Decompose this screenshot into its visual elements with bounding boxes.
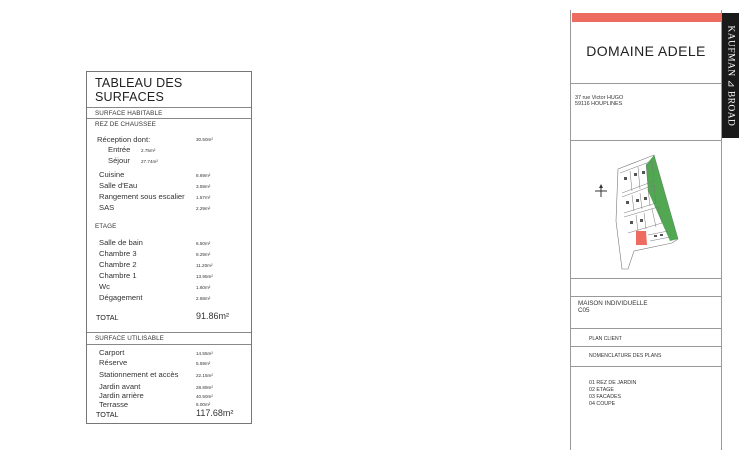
- row-label: Entrée: [108, 145, 131, 154]
- row-value: 40.50m²: [196, 394, 213, 399]
- row-value: 28.89m²: [196, 385, 213, 390]
- divider: [570, 328, 722, 329]
- divider: [87, 344, 251, 345]
- row-label: Cuisine: [99, 170, 125, 179]
- row-value: 6.00m²: [196, 402, 211, 407]
- row-label: Réserve: [99, 358, 128, 367]
- row-value: 30.50m²: [196, 137, 213, 142]
- row-label: Jardin arrière: [99, 391, 144, 400]
- row-label: Terrasse: [99, 400, 129, 409]
- house-type-block: [578, 300, 648, 315]
- divider: [570, 83, 722, 84]
- row-value: 1.57m²: [196, 195, 211, 200]
- site-plan-map: [598, 151, 680, 271]
- plan-list-item: 03 FACADES: [589, 394, 622, 400]
- row-value: 13.95m²: [196, 274, 213, 279]
- row-label: Chambre 3: [99, 249, 137, 258]
- address-street: 37 rue Victor HUGO: [575, 95, 624, 101]
- row-value: 1.60m²: [196, 285, 211, 290]
- plan-list-item: 01 REZ DE JARDIN: [589, 380, 637, 386]
- row-label: Stationnement et accès: [99, 370, 179, 379]
- table-title: TABLEAU DES SURFACES: [95, 76, 183, 104]
- total-habitable-label: TOTAL: [96, 313, 119, 322]
- total-utilisable-value: 117.68m²: [196, 408, 234, 418]
- row-label: Wc: [99, 282, 110, 291]
- row-label: Réception dont:: [97, 135, 151, 144]
- row-label: Jardin avant: [99, 382, 141, 391]
- plan-list-item: 04 COUPE: [589, 401, 616, 407]
- row-label: Rangement sous escalier: [99, 192, 185, 201]
- project-title: DOMAINE ADELE: [586, 43, 706, 59]
- row-value: 27.74m²: [141, 159, 158, 164]
- divider: [570, 278, 722, 279]
- divider: [570, 296, 722, 297]
- row-value: 6.50m²: [196, 241, 211, 246]
- row-value: 22.15m²: [196, 373, 213, 378]
- row-label: Carport: [99, 348, 125, 357]
- section-utilisable-header: SURFACE UTILISABLE: [95, 335, 164, 342]
- total-habitable-value: 91.86m²: [196, 311, 230, 321]
- divider: [87, 118, 251, 119]
- divider: [87, 107, 251, 108]
- section-habitable-header: SURFACE HABITABLE: [95, 110, 163, 117]
- row-value: 8.69m²: [196, 173, 211, 178]
- address: [575, 95, 623, 108]
- row-label: Salle de bain: [99, 238, 143, 247]
- brand-logo: [722, 13, 739, 138]
- divider: [570, 346, 722, 347]
- plan-list-item: 02 ETAGE: [589, 387, 614, 393]
- brand-logo-text: KAUFMAN ⊿ BROAD: [725, 25, 735, 126]
- row-value: 5.59m²: [196, 361, 211, 366]
- north-arrow-icon: [594, 184, 608, 198]
- row-label: Dégagement: [99, 293, 143, 302]
- row-label: Chambre 1: [99, 271, 137, 280]
- row-value: 2.29m²: [196, 206, 211, 211]
- section-etage-header: ETAGE: [95, 223, 117, 230]
- lot-number: C05: [578, 307, 590, 315]
- row-value: 14.55m²: [196, 351, 213, 356]
- row-label: Chambre 2: [99, 260, 137, 269]
- house-type: MAISON INDIVIDUELLE: [578, 300, 648, 307]
- row-label: Séjour: [108, 156, 130, 165]
- divider: [87, 332, 251, 333]
- row-value: 2.75m²: [141, 148, 156, 153]
- row-value: 9.29m²: [196, 252, 211, 257]
- row-label: SAS: [99, 203, 115, 212]
- nomenclature-label: NOMENCLATURE DES PLANS: [589, 353, 662, 359]
- plan-list: [589, 380, 636, 408]
- divider: [570, 140, 722, 141]
- total-utilisable-label: TOTAL: [96, 410, 119, 419]
- surface-table: [86, 71, 252, 424]
- row-value: 3.59m²: [196, 184, 211, 189]
- row-value: 11.20m²: [196, 263, 213, 268]
- divider: [570, 366, 722, 367]
- row-label: Salle d'Eau: [99, 181, 138, 190]
- address-city: 59116 HOUPLINES: [575, 101, 623, 108]
- plan-client-label: PLAN CLIENT: [589, 336, 622, 342]
- title-block: [570, 10, 750, 450]
- section-rdc-header: REZ DE CHAUSSEE: [95, 121, 156, 128]
- row-value: 2.68m²: [196, 296, 211, 301]
- accent-bar: [572, 13, 722, 22]
